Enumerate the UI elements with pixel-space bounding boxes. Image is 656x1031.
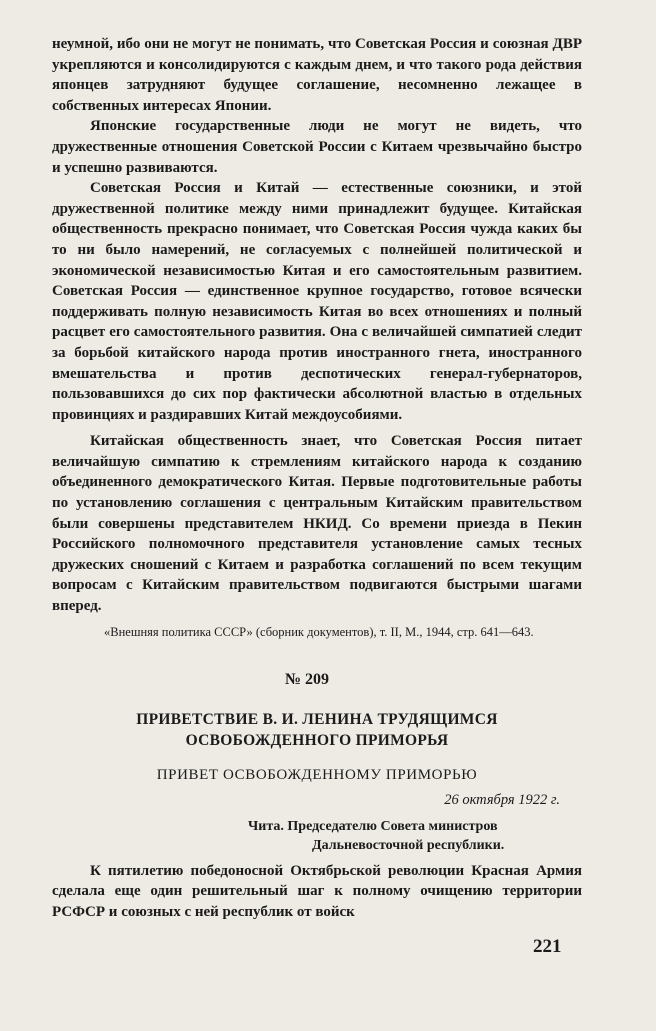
page-number: 221 [533, 936, 562, 957]
paragraph-continuation: неумной, ибо они не могут не понимать, что Советская Россия и союзная ДВР укрепляются и консолидируются с каждым днем, и что такого рода действия японцев затрудняют будущее соглашение, несомненно лежащее в собственных интересах Японии. [52, 36, 582, 114]
addressee-line1: Чита. Председателю Совета министров [248, 818, 498, 834]
document-title [52, 709, 582, 751]
source-citation: «Внешняя политика СССР» (сборник документов), т. II, М., 1944, стр. 641—643. [104, 624, 534, 639]
document-body: К пятилетию победоносной Октябрьской революции Красная Армия сделала еще один решительный шаг к полному очищению территории РСФСР и союзных с ней республик от войск [52, 862, 582, 920]
paragraph-chinese-public: Китайская общественность знает, что Советская Россия питает величайшую симпатию к стремлениям китайского народа к созданию объединенного демократического Китая. Первые подготовительные работы по установлению соглашения с центральным Китайским правительством были совершены представителем НКИД. Со времени приезда в Пекин Российского полномочного представителя установление самых тесных дружеских сношений с Китаем и разработка соглашений по всем текущим вопросам с Китайским правительством подвигаются быстрыми шагами вперед. [52, 433, 582, 615]
document-subtitle: ПРИВЕТ ОСВОБОЖДЕННОМУ ПРИМОРЬЮ [156, 766, 478, 783]
document-title-line1: ПРИВЕТСТВИЕ В. И. ЛЕНИНА ТРУДЯЩИМСЯ [136, 710, 498, 728]
document-addressee [52, 817, 582, 855]
document-number: № 209 [284, 670, 330, 688]
document-date: 26 октября 1922 г. [444, 791, 560, 808]
paragraph-japanese-statesmen: Японские государственные люди не могут не видеть, что дружественные отношения Советской России с Китаем чрезвычайно быстро и успешно развиваются. [52, 118, 582, 176]
paragraph-natural-allies: Советская Россия и Китай — естественные союзники, и этой дружественной политике между ними принадлежит будущее. Китайская общественность прекрасно понимает, что Советская Россия чужда каких бы то ни было намерений, не согласуемых с полнейшей политической и экономической независимостью Китая и его самостоятельным развитием. Советская Россия — единственное крупное государство, готовое всячески поддерживать полную независимость Китая во всех отношениях и полный расцвет его самостоятельного развития. Она с величайшей симпатией следит за борьбой китайского народа против иностранного гнета, иностранного вмешательства и против деспотических генерал-губернаторов, пользовавшихся до сих пор фактически абсолютной властью в отдельных провинциях и раздиравших Китай междоусобиями. [52, 180, 582, 423]
document-title-line2: ОСВОБОЖДЕННОГО ПРИМОРЬЯ [185, 731, 449, 749]
addressee-line2: Дальневосточной республики. [312, 837, 505, 853]
